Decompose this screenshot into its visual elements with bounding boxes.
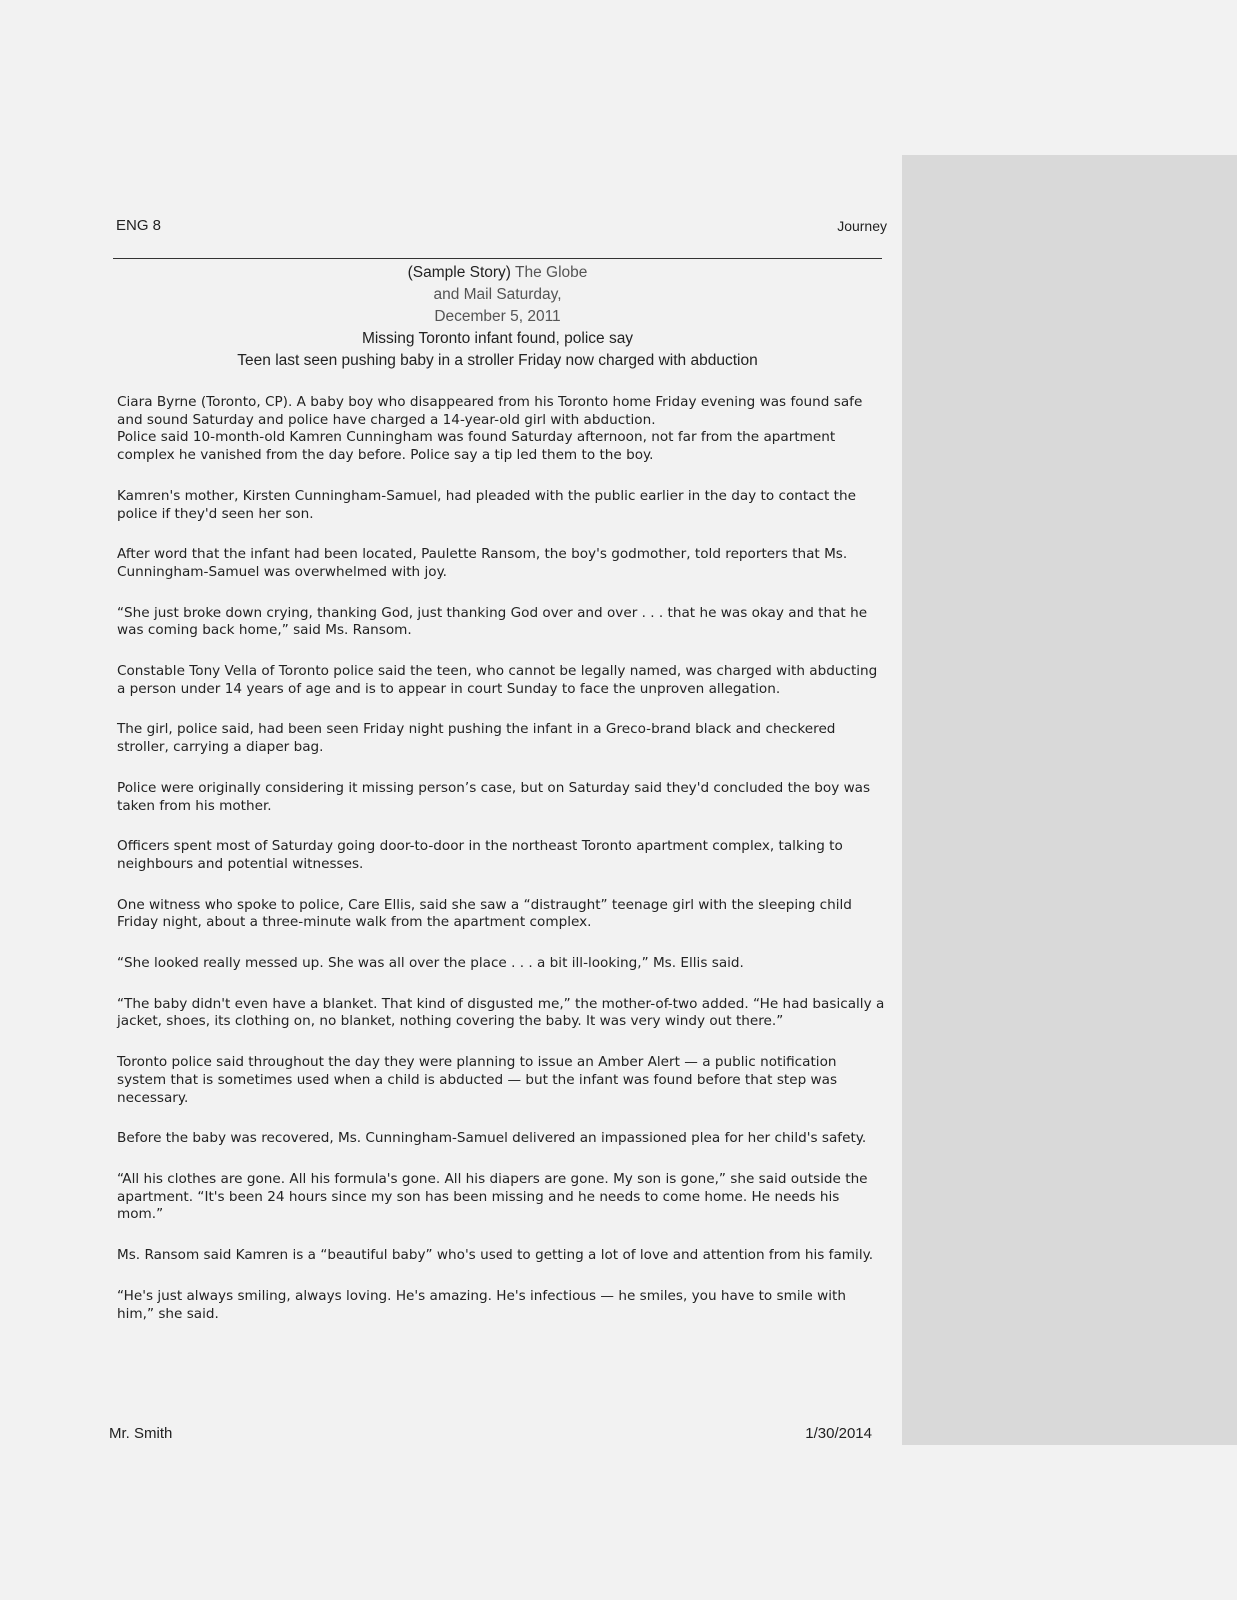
title-line-1 [113, 262, 882, 284]
source-line-1: The Globe [515, 264, 588, 281]
header-unit: Journey [837, 218, 887, 234]
paragraph: The girl, police said, had been seen Friday night pushing the infant in a Greco-brand black and checkered stroller, carrying a diaper bag. [117, 721, 836, 756]
paragraph: Ms. Ransom said Kamren is a “beautiful baby” who's used to getting a lot of love and attention from his family. [117, 1247, 874, 1264]
paragraph: Before the baby was recovered, Ms. Cunningham-Samuel delivered an impassioned plea for her child's safety. [117, 1130, 867, 1147]
article-body [117, 394, 885, 1346]
lead-sentence-2: Police said 10-month-old Kamren Cunningham was found Saturday afternoon, not far from the apartment complex he vanished from the day before. Police say a tip led them to the boy. [117, 429, 836, 464]
sample-label: (Sample Story) [407, 264, 511, 281]
paragraph: “He's just always smiling, always loving. He's amazing. He's infectious — he smiles, you have to smile with him,” she said. [117, 1287, 846, 1322]
paragraph: One witness who spoke to police, Care Ellis, said she saw a “distraught” teenage girl with the sleeping child Friday night, about a three-minute walk from the apartment complex. [117, 896, 852, 931]
headline: Missing Toronto infant found, police say [361, 330, 634, 347]
paragraph: “She looked really messed up. She was all over the place . . . a bit ill-looking,” Ms. Ellis said. [117, 955, 744, 972]
story-date: December 5, 2011 [434, 308, 561, 325]
lead-sentence: Ciara Byrne (Toronto, CP). A baby boy who disappeared from his Toronto home Friday evening was found safe and sound Saturday and police have charged a 14-year-old girl with abduction. [117, 394, 863, 428]
subheadline: Teen last seen pushing baby in a stroller Friday now charged with abduction [237, 352, 758, 369]
source-line-2: and Mail Saturday, [433, 286, 562, 303]
header-rule [113, 258, 882, 259]
paragraph: Officers spent most of Saturday going door-to-door in the northeast Toronto apartment complex, talking to neighbours and potential witnesses. [117, 838, 843, 872]
paragraph: “The baby didn't even have a blanket. That kind of disgusted me,” the mother-of-two added. “He had basically a jacket, shoes, its clothing on, no blanket, nothing covering the baby. It was very windy out there.” [117, 995, 885, 1030]
paragraph: After word that the infant had been located, Paulette Ransom, the boy's godmother, told reporters that Ms. Cunningham-Samuel was overwhelmed with joy. [117, 546, 848, 580]
paragraph-lead [117, 394, 885, 465]
title-block [113, 262, 882, 372]
paragraph: Kamren's mother, Kirsten Cunningham-Samuel, had pleaded with the public earlier in the day to contact the police if they'd seen her son. [117, 487, 856, 522]
paragraph: “All his clothes are gone. All his formula's gone. All his diapers are gone. My son is gone,” she said outside the apartment. “It's been 24 hours since my son has been missing and he needs to come home. He needs his mom.” [117, 1170, 868, 1223]
paragraph: Police were originally considering it missing person’s case, but on Saturday said they'd concluded the boy was taken from his mother. [117, 779, 871, 814]
header-course: ENG 8 [116, 217, 162, 234]
paragraph: Constable Tony Vella of Toronto police said the teen, who cannot be legally named, was charged with abducting a person under 14 years of age and is to appear in court Sunday to face the unproven allegation. [117, 663, 878, 697]
footer-author: Mr. Smith [109, 1425, 173, 1442]
footer-date: 1/30/2014 [805, 1425, 872, 1442]
paragraph: Toronto police said throughout the day they were planning to issue an Amber Alert — a public notification system that is sometimes used when a child is abducted — but the infant was found before that step was necessary. [117, 1054, 838, 1106]
paragraph: “She just broke down crying, thanking God, just thanking God over and over . . . that he was okay and that he was coming back home,” said Ms. Ransom. [117, 604, 868, 639]
